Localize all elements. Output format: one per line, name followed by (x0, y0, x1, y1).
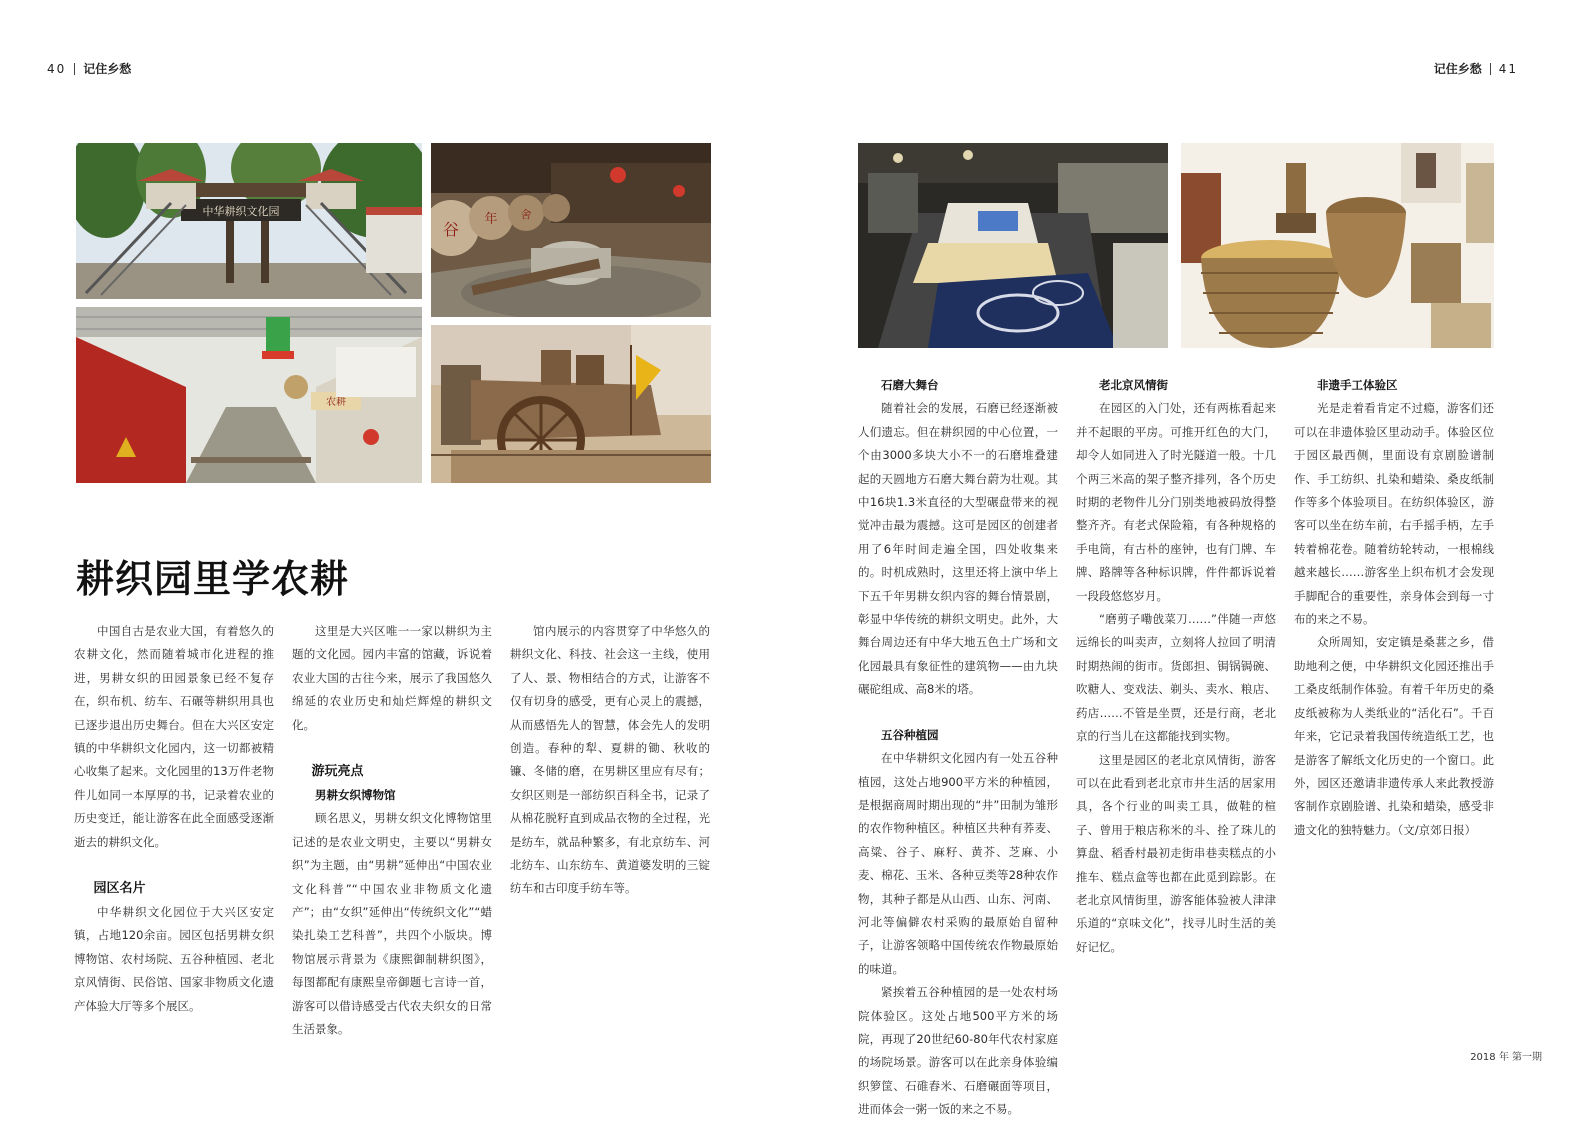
museum-paragraph-1: 顾名思义，男耕女织文化博物馆里记述的是农业文明史，主要以“男耕女织”为主题，由“男耕”延伸出“中国农业文化科普”“中国农业非物质文化遗产”；由“女织”延伸出“传统织文化”“蜡染扎染工艺科普”，共四个小版块。博物馆展示背景为《康熙御制耕织图》，每图都配有康熙皇帝御题七言诗一首，游客可以借诗感受古代农夫织女的日常生活景象。 (292, 811, 492, 1037)
subheading-museum: 男耕女织博物馆 (315, 788, 396, 803)
text-column-6 (1294, 374, 1494, 842)
subheading-old-beijing-street: 老北京风情街 (1099, 378, 1168, 392)
park-card-paragraph-1: 中华耕织文化园位于大兴区安定镇，占地120余亩。园区包括男耕女织博物馆、农村场院、五谷种植园、老北京风情街、民俗馆、国家非物质文化遗产体验大厅等多个展区。 (74, 905, 274, 1013)
text-column-5 (1076, 374, 1276, 959)
article-title: 耕织园里学农耕 (76, 557, 350, 601)
photo-millstone-hall (431, 143, 711, 317)
intro-paragraph: 中国自古是农业大国，有着悠久的农耕文化，然而随着城市化进程的推进，男耕女织的田园景象已经不复存在，织布机、纺车、石碾等耕织用具也已逐步退出历史舞台。但在大兴区安定镇的中华耕织文化园内，这一切都被精心收集了起来。文化园里的13万件老物件儿如同一本厚厚的书，记录着农业的历史变迁，能让游客在此全面感受逐渐逝去的耕织文化。 (74, 624, 274, 849)
section-name-right: 记住乡愁 (1433, 62, 1482, 76)
page-header-right (1434, 60, 1518, 77)
page-number-left: 40 (47, 62, 67, 76)
section-heading-park-card: 园区名片 (93, 881, 146, 897)
page-header-left (47, 60, 131, 77)
subheading-heritage-workshop: 非遗手工体验区 (1317, 378, 1398, 392)
barrel-label-2: 年 (484, 212, 498, 227)
text-column-1 (74, 620, 274, 1018)
old-beijing-paragraph-3: 这里是园区的老北京风情街，游客可以在此看到老北京市井生活的居家用具，各个行业的叫卖工具，做鞋的楦子、曾用于粮店称米的斗、拴了珠儿的算盘、稻香村最初走街串巷卖糕点的小推车、糕点盒等也都在此觅到踪影。在老北京风情街里，游客能体验被人津津乐道的“京味文化”，找寻儿时生活的美好记忆。 (1076, 752, 1276, 954)
heritage-paragraph-2: 众所周知，安定镇是桑葚之乡，借助地利之便，中华耕织文化园还推出手工桑皮纸制作体验。有着千年历史的桑皮纸被称为人类纸业的“活化石”。千百年来，它记录着我国传统造纸工艺，也是游客了解纸文化历史的一个窗口。此外，园区还邀请非遗传承人来此教授游客制作京剧脸谱、扎染和蜡染，感受非遗文化的独特魅力。（文/京郊日报） (1294, 635, 1494, 837)
barrel-label-3: 舍 (520, 208, 532, 221)
section-heading-highlights: 游玩亮点 (311, 764, 364, 780)
page-number-right: 41 (1498, 62, 1518, 76)
museum-banner-text: 农耕 (326, 397, 346, 408)
section-name-left: 记住乡愁 (83, 62, 132, 76)
barrel-label-1: 谷 (442, 220, 460, 239)
photo-grain-baskets (1181, 143, 1494, 348)
text-column-3 (510, 620, 710, 901)
old-beijing-paragraph-2: “磨剪子嘞戗菜刀……”伴随一声悠远绵长的叫卖声，立刻将人拉回了明清时期热闹的街市。货郎担、锔锅锔碗、吹糖人、变戏法、剃头、卖水、粮店、药店……不管是坐贾，还是行商，老北京的行当儿在这都能找到实物。 (1076, 612, 1276, 744)
header-divider (74, 63, 75, 75)
subheading-millstone-stage: 石磨大舞台 (881, 378, 939, 392)
millstone-paragraph: 随着社会的发展，石磨已经逐渐被人们遗忘。但在耕织园的中心位置，一个由3000多块大小不一的石磨堆叠建起的天圆地方石磨大舞台蔚为壮观。其中16块1.3米直径的大型碾盘带来的视觉冲击最为震撼。这可是园区的创建者用了6年时间走遍全国，四处收集来的。时机成熟时，这里还将上演中华上下五千年男耕女织内容的舞台情景剧，彰显中华传统的耕织文明史。此外，大舞台周边还有中华大地五色土广场和文化园最具有象征性的建筑物——由九块碾砣组成、高8米的塔。 (858, 401, 1058, 697)
heritage-paragraph-1: 光是走着看肯定不过瘾，游客们还可以在非遗体验区里动动手。体验区位于园区最西侧，里面设有京剧脸谱制作、手工纺织、扎染和蜡染、桑皮纸制作等多个体验项目。在纺织体验区，游客可以坐在纺车前，右手摇手柄，左手转着棉花卷。随着纺轮转动，一根棉线越来越长……游客坐上织布机才会发现手脚配合的重要性，亲身体会到每一寸布的来之不易。 (1294, 401, 1494, 627)
subheading-grain-garden: 五谷种植园 (881, 727, 939, 742)
header-divider (1490, 63, 1491, 75)
museum-paragraph-2: 馆内展示的内容贯穿了中华悠久的耕织文化、科技、社会这一主线，使用了人、景、物相结合的方式，让游客不仅有切身的感受，更有心灵上的震撼，从而感悟先人的智慧，体会先人的发明创造。春种的犁、夏耕的锄、秋收的镰、冬储的磨，在男耕区里应有尽有；女织区则是一部纺织百科全书，记录了从棉花脱籽直到成品衣物的全过程，光是纺车，就品种繁多，有北京纺车、河北纺车、山东纺车、黄道婆发明的三锭纺车和古印度手纺车等。 (510, 624, 710, 896)
photo-museum-corridor (76, 307, 422, 483)
issue-footer: 2018 年 第一期 (1470, 1052, 1542, 1063)
gate-sign-text: 中华耕织文化园 (202, 205, 280, 218)
text-column-4 (858, 374, 1058, 1122)
photo-park-gate (76, 143, 422, 299)
grain-garden-paragraph-2: 紧挨着五谷种植园的是一处农村场院体验区。这处占地500平方米的场院，再现了20世纪60-80年代农村家庭的场院场景。游客可以在此亲身体验编织箩筐、石碓舂米、石磨碾面等项目，进而体会一粥一饭的来之不易。 (858, 985, 1058, 1117)
park-card-paragraph-2: 这里是大兴区唯一一家以耕织为主题的文化园。园内丰富的馆藏，诉说着农业大国的古往今来，展示了我国悠久绵延的农业历史和灿烂辉煌的耕织文化。 (292, 624, 492, 732)
photo-textile-exhibit (858, 143, 1168, 348)
grain-garden-paragraph-1: 在中华耕织文化园内有一处五谷种植园，这处占地900平方米的种植园，是根据商周时期出现的“井”田制为雏形的农作物种植区。种植区共种有荞麦、高粱、谷子、麻籽、黄芥、芝麻、小麦、棉花、玉米、各种豆类等28种农作物，其种子都是从山西、山东、河南、河北等偏僻农村采购的最原始自留种子，让游客领略中国传统农作物最原始的味道。 (858, 751, 1058, 976)
old-beijing-paragraph-1: 在园区的入门处，还有两栋看起来并不起眼的平房。可推开红色的大门，却令人如同进入了时光隧道一般。十几个两三米高的架子整齐排列，各个历史时期的老物件儿分门别类地被码放得整整齐齐。有老式保险箱，有各种规格的手电筒，有古朴的座钟，也有门牌、车牌、路牌等各种标识牌，件件都诉说着一段段悠悠岁月。 (1076, 401, 1276, 603)
photo-wooden-cart (431, 325, 711, 483)
text-column-2 (292, 620, 492, 1042)
